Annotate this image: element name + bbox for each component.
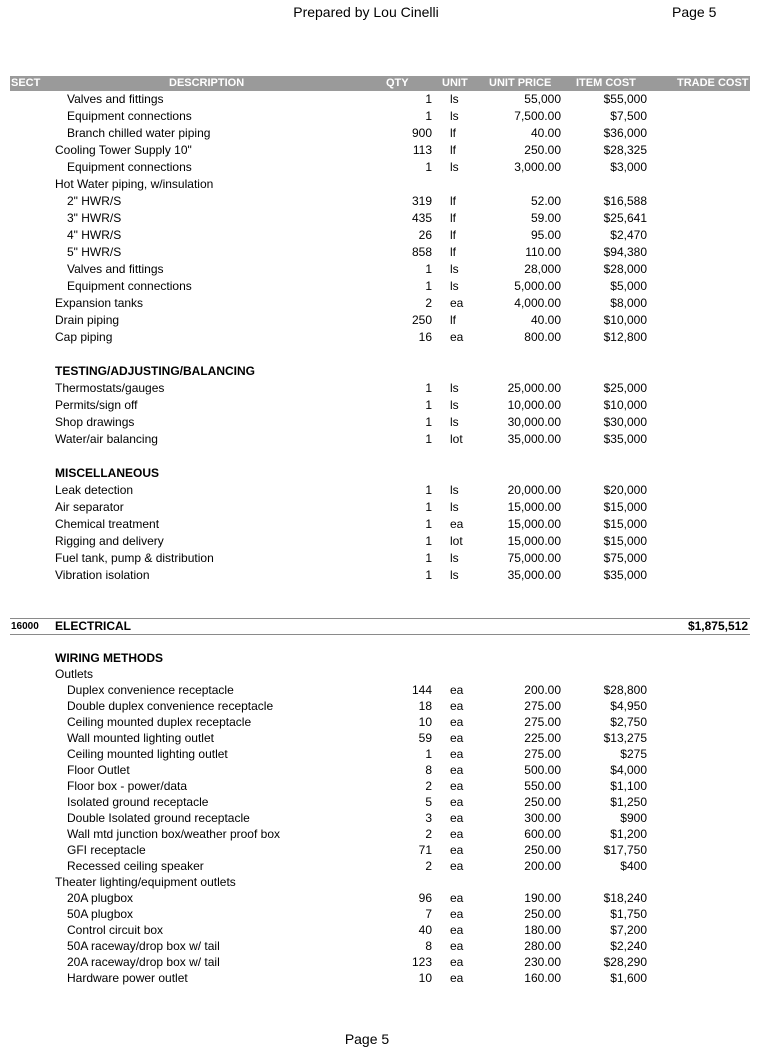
item-qty: 113 — [412, 143, 432, 157]
item-unit: ea — [450, 779, 464, 793]
item-cost: $7,500 — [610, 109, 647, 123]
item-qty: 59 — [418, 731, 432, 745]
item-unit-price: 15,000.00 — [507, 517, 561, 531]
item-qty: 8 — [425, 939, 432, 953]
item-qty: 858 — [411, 245, 432, 259]
item-description: Control circuit box — [67, 923, 164, 937]
item-cost: $8,000 — [610, 296, 647, 310]
item-description: Equipment connections — [67, 279, 192, 293]
item-unit: ls — [450, 109, 459, 123]
item-unit-price: 300.00 — [524, 811, 561, 825]
item-description: Rigging and delivery — [55, 534, 164, 548]
item-description: Permits/sign off — [55, 398, 138, 412]
item-qty: 8 — [425, 763, 432, 777]
item-description: Thermostats/gauges — [55, 381, 165, 395]
item-qty: 40 — [418, 923, 432, 937]
item-unit-price: 15,000.00 — [507, 534, 561, 548]
item-qty: 1 — [425, 398, 432, 412]
footer-page-number: Page 5 — [344, 1031, 390, 1047]
item-qty: 1 — [425, 747, 432, 761]
item-qty: 3 — [425, 811, 432, 825]
item-cost: $1,100 — [610, 779, 647, 793]
item-description: Cap piping — [55, 330, 113, 344]
electrical-section-row — [0, 618, 770, 635]
item-qty: 1 — [425, 262, 432, 276]
col-description: DESCRIPTION — [169, 77, 245, 89]
line-item-row — [0, 108, 770, 125]
item-cost: $28,325 — [603, 143, 647, 157]
item-cost: $18,240 — [603, 891, 647, 905]
item-description: 50A plugbox — [67, 907, 134, 921]
item-unit-price: 55,000 — [524, 92, 561, 106]
item-cost: $3,000 — [610, 160, 647, 174]
item-unit: ea — [450, 859, 464, 873]
line-item-row — [0, 482, 770, 499]
item-qty: 71 — [418, 843, 432, 857]
line-item-row — [0, 550, 770, 567]
item-description: Isolated ground receptacle — [67, 795, 209, 809]
item-cost: $17,750 — [603, 843, 647, 857]
section-title: ELECTRICAL — [55, 619, 131, 633]
item-description: Vibration isolation — [55, 568, 150, 582]
item-description: Leak detection — [55, 483, 134, 497]
item-cost: $275 — [620, 747, 647, 761]
col-qty: QTY — [386, 77, 409, 89]
item-cost: $25,000 — [603, 381, 647, 395]
item-description: Equipment connections — [67, 160, 192, 174]
item-cost: $5,000 — [610, 279, 647, 293]
item-description: Ceiling mounted lighting outlet — [67, 747, 228, 761]
line-item-row — [0, 842, 770, 859]
item-unit: ea — [450, 715, 464, 729]
col-trade-cost: TRADE COST — [677, 77, 749, 89]
item-qty: 2 — [425, 859, 432, 873]
item-unit: ea — [450, 517, 464, 531]
item-description: Ceiling mounted duplex receptacle — [67, 715, 252, 729]
item-qty: 2 — [425, 827, 432, 841]
item-description: Wall mounted lighting outlet — [67, 731, 214, 745]
item-unit-price: 15,000.00 — [507, 500, 561, 514]
item-cost: $7,200 — [610, 923, 647, 937]
item-unit-price: 600.00 — [524, 827, 561, 841]
item-description: Double Isolated ground receptacle — [67, 811, 250, 825]
item-unit: lot — [450, 534, 463, 548]
item-unit-price: 250.00 — [524, 143, 561, 157]
item-description: WIRING METHODS — [55, 651, 163, 665]
item-unit-price: 5,000.00 — [514, 279, 561, 293]
item-cost: $1,200 — [610, 827, 647, 841]
item-description: Water/air balancing — [55, 432, 158, 446]
line-item-row — [0, 397, 770, 414]
line-item-row — [0, 176, 770, 193]
item-qty: 2 — [425, 296, 432, 310]
item-cost: $15,000 — [603, 517, 647, 531]
item-unit-price: 95.00 — [530, 228, 561, 242]
item-unit-price: 75,000.00 — [507, 551, 561, 565]
item-qty: 1 — [425, 415, 432, 429]
item-unit-price: 275.00 — [524, 715, 561, 729]
item-unit-price: 160.00 — [524, 971, 561, 985]
item-cost: $1,250 — [610, 795, 647, 809]
col-sect: SECT — [11, 77, 41, 89]
line-item-row — [0, 431, 770, 448]
item-unit-price: 52.00 — [530, 194, 561, 208]
header-page-number: Page 5 — [672, 4, 717, 20]
item-qty: 10 — [418, 715, 432, 729]
item-description: 20A plugbox — [67, 891, 134, 905]
col-unit-price: UNIT PRICE — [489, 77, 552, 89]
item-unit-price: 4,000.00 — [514, 296, 561, 310]
item-unit: ea — [450, 683, 464, 697]
line-item-row — [0, 714, 770, 731]
section-code: 16000 — [11, 621, 39, 632]
item-cost: $2,470 — [610, 228, 647, 242]
item-description: Cooling Tower Supply 10" — [55, 143, 192, 157]
item-unit-price: 280.00 — [524, 939, 561, 953]
item-qty: 1 — [425, 432, 432, 446]
line-item-row — [0, 295, 770, 312]
item-unit-price: 230.00 — [524, 955, 561, 969]
item-description: Branch chilled water piping — [67, 126, 211, 140]
line-item-row — [0, 874, 770, 891]
item-unit: ea — [450, 330, 464, 344]
item-description: Drain piping — [55, 313, 120, 327]
item-unit-price: 200.00 — [524, 859, 561, 873]
item-unit: ea — [450, 763, 464, 777]
item-unit: lf — [450, 313, 456, 327]
item-unit: ls — [450, 483, 459, 497]
item-unit: ea — [450, 811, 464, 825]
item-qty: 1 — [425, 534, 432, 548]
line-item-row — [0, 210, 770, 227]
item-unit-price: 20,000.00 — [507, 483, 561, 497]
item-description: GFI receptacle — [67, 843, 146, 857]
line-item-row — [0, 890, 770, 907]
item-unit: ls — [450, 160, 459, 174]
item-description: TESTING/ADJUSTING/BALANCING — [55, 364, 256, 378]
item-unit: ea — [450, 827, 464, 841]
item-unit: lf — [450, 143, 456, 157]
item-description: 5" HWR/S — [67, 245, 122, 259]
line-item-row — [0, 666, 770, 683]
item-cost: $4,000 — [610, 763, 647, 777]
item-unit-price: 275.00 — [524, 699, 561, 713]
line-item-row — [0, 533, 770, 550]
item-description: 3" HWR/S — [67, 211, 122, 225]
item-unit: ls — [450, 398, 459, 412]
line-item-row — [0, 244, 770, 261]
item-unit: lf — [450, 245, 456, 259]
item-qty: 1 — [425, 483, 432, 497]
item-cost: $28,000 — [603, 262, 647, 276]
item-unit-price: 550.00 — [524, 779, 561, 793]
item-cost: $15,000 — [603, 500, 647, 514]
item-unit-price: 250.00 — [524, 795, 561, 809]
item-description: Chemical treatment — [55, 517, 160, 531]
item-unit-price: 40.00 — [530, 126, 561, 140]
line-item-row — [0, 414, 770, 431]
item-qty: 7 — [425, 907, 432, 921]
line-item-row — [0, 278, 770, 295]
line-item-row — [0, 922, 770, 939]
item-qty: 319 — [411, 194, 432, 208]
item-unit-price: 7,500.00 — [514, 109, 561, 123]
item-cost: $35,000 — [603, 568, 647, 582]
item-unit: lf — [450, 211, 456, 225]
item-cost: $16,588 — [603, 194, 647, 208]
line-item-row — [0, 746, 770, 763]
item-description: Outlets — [55, 667, 94, 681]
item-qty: 1 — [425, 109, 432, 123]
line-item-row — [0, 794, 770, 811]
line-item-row — [0, 516, 770, 533]
item-unit-price: 30,000.00 — [507, 415, 561, 429]
item-unit: ea — [450, 731, 464, 745]
item-description: Duplex convenience receptacle — [67, 683, 234, 697]
item-unit: ea — [450, 296, 464, 310]
line-item-row — [0, 810, 770, 827]
item-description: Valves and fittings — [67, 92, 164, 106]
line-item-row — [0, 261, 770, 278]
line-item-row — [0, 193, 770, 210]
item-cost: $1,600 — [610, 971, 647, 985]
col-unit: UNIT — [442, 77, 468, 89]
item-cost: $15,000 — [603, 534, 647, 548]
item-qty: 1 — [425, 568, 432, 582]
item-qty: 96 — [418, 891, 432, 905]
column-header-bar — [10, 76, 750, 91]
line-item-row — [0, 227, 770, 244]
item-cost: $28,290 — [603, 955, 647, 969]
item-cost: $10,000 — [603, 313, 647, 327]
line-item-row — [0, 329, 770, 346]
section-trade-cost: $1,875,512 — [687, 619, 748, 633]
item-description: 50A raceway/drop box w/ tail — [67, 939, 220, 953]
item-unit: ea — [450, 923, 464, 937]
item-description: Expansion tanks — [55, 296, 144, 310]
item-description: Equipment connections — [67, 109, 192, 123]
item-unit: ea — [450, 907, 464, 921]
item-unit: ls — [450, 568, 459, 582]
item-description: 20A raceway/drop box w/ tail — [67, 955, 220, 969]
item-unit: lf — [450, 126, 456, 140]
item-unit-price: 35,000.00 — [507, 432, 561, 446]
item-description: 4" HWR/S — [67, 228, 122, 242]
item-unit: ea — [450, 891, 464, 905]
line-item-row — [0, 159, 770, 176]
line-item-row — [0, 906, 770, 923]
item-qty: 123 — [411, 955, 432, 969]
item-description: Fuel tank, pump & distribution — [55, 551, 214, 565]
item-unit-price: 110.00 — [525, 245, 561, 259]
line-item-row — [0, 682, 770, 699]
item-cost: $13,275 — [603, 731, 647, 745]
line-item-row — [0, 970, 770, 987]
item-description: Floor box - power/data — [67, 779, 188, 793]
col-item-cost: ITEM COST — [576, 77, 636, 89]
item-unit-price: 3,000.00 — [514, 160, 561, 174]
item-unit: ea — [450, 843, 464, 857]
item-unit-price: 180.00 — [524, 923, 561, 937]
section-divider — [10, 634, 750, 635]
prepared-by: Prepared by Lou Cinelli — [293, 4, 439, 20]
item-unit-price: 28,000 — [524, 262, 561, 276]
line-item-row — [0, 778, 770, 795]
item-cost: $20,000 — [603, 483, 647, 497]
line-item-row — [0, 826, 770, 843]
item-cost: $55,000 — [603, 92, 647, 106]
line-item-row — [0, 938, 770, 955]
item-unit-price: 500.00 — [524, 763, 561, 777]
item-unit-price: 200.00 — [524, 683, 561, 697]
item-unit: ea — [450, 939, 464, 953]
item-unit-price: 250.00 — [524, 843, 561, 857]
item-qty: 1 — [425, 551, 432, 565]
item-unit: ea — [450, 971, 464, 985]
item-description: Recessed ceiling speaker — [67, 859, 204, 873]
item-unit-price: 190.00 — [524, 891, 561, 905]
item-description: MISCELLANEOUS — [55, 466, 160, 480]
line-item-row — [0, 954, 770, 971]
line-item-row — [0, 698, 770, 715]
item-qty: 10 — [418, 971, 432, 985]
item-qty: 5 — [425, 795, 432, 809]
item-qty: 250 — [411, 313, 432, 327]
line-item-row — [0, 730, 770, 747]
item-unit-price: 40.00 — [530, 313, 561, 327]
item-cost: $10,000 — [603, 398, 647, 412]
item-qty: 18 — [418, 699, 432, 713]
item-unit: ls — [450, 551, 459, 565]
item-cost: $25,641 — [603, 211, 647, 225]
line-item-row — [0, 762, 770, 779]
item-unit: ls — [450, 279, 459, 293]
item-cost: $400 — [620, 859, 647, 873]
item-qty: 1 — [425, 92, 432, 106]
item-cost: $2,240 — [610, 939, 647, 953]
item-description: Hot Water piping, w/insulation — [55, 177, 214, 191]
item-unit-price: 35,000.00 — [507, 568, 561, 582]
item-description: Double duplex convenience receptacle — [67, 699, 274, 713]
item-unit: ls — [450, 262, 459, 276]
item-unit-price: 225.00 — [524, 731, 561, 745]
item-qty: 900 — [411, 126, 432, 140]
section-heading-row — [0, 363, 770, 380]
line-item-row — [0, 312, 770, 329]
item-qty: 1 — [425, 517, 432, 531]
item-cost: $12,800 — [603, 330, 647, 344]
line-item-row — [0, 858, 770, 875]
item-unit: ea — [450, 747, 464, 761]
item-unit: ls — [450, 381, 459, 395]
item-qty: 26 — [418, 228, 432, 242]
item-unit-price: 59.00 — [530, 211, 561, 225]
item-description: 2" HWR/S — [67, 194, 122, 208]
item-cost: $75,000 — [603, 551, 647, 565]
item-cost: $94,380 — [603, 245, 647, 259]
item-qty: 1 — [425, 160, 432, 174]
item-unit: lf — [450, 194, 456, 208]
item-unit-price: 275.00 — [524, 747, 561, 761]
line-item-row — [0, 380, 770, 397]
item-qty: 1 — [425, 279, 432, 293]
line-item-row — [0, 567, 770, 584]
item-cost: $1,750 — [610, 907, 647, 921]
item-qty: 435 — [411, 211, 432, 225]
item-unit: ea — [450, 795, 464, 809]
item-cost: $35,000 — [603, 432, 647, 446]
item-qty: 1 — [425, 500, 432, 514]
item-description: Floor Outlet — [67, 763, 130, 777]
item-description: Wall mtd junction box/weather proof box — [67, 827, 280, 841]
section-heading-row — [0, 650, 770, 667]
item-unit-price: 10,000.00 — [507, 398, 561, 412]
item-description: Shop drawings — [55, 415, 135, 429]
item-qty: 2 — [425, 779, 432, 793]
item-unit: lf — [450, 228, 456, 242]
item-unit: ea — [450, 699, 464, 713]
item-cost: $900 — [620, 811, 647, 825]
item-qty: 144 — [411, 683, 432, 697]
line-item-row — [0, 499, 770, 516]
item-unit: ls — [450, 415, 459, 429]
item-unit: ls — [450, 500, 459, 514]
item-qty: 16 — [418, 330, 432, 344]
item-qty: 1 — [425, 381, 432, 395]
item-unit: ea — [450, 955, 464, 969]
item-cost: $2,750 — [610, 715, 647, 729]
item-cost: $28,800 — [603, 683, 647, 697]
item-description: Theater lighting/equipment outlets — [55, 875, 236, 889]
item-cost: $30,000 — [603, 415, 647, 429]
line-item-row — [0, 91, 770, 108]
item-cost: $4,950 — [610, 699, 647, 713]
item-description: Valves and fittings — [67, 262, 164, 276]
item-cost: $36,000 — [603, 126, 647, 140]
item-unit-price: 25,000.00 — [507, 381, 561, 395]
item-unit: lot — [450, 432, 463, 446]
item-unit-price: 800.00 — [524, 330, 561, 344]
line-item-row — [0, 125, 770, 142]
item-unit-price: 250.00 — [524, 907, 561, 921]
line-item-row — [0, 142, 770, 159]
item-unit: ls — [450, 92, 459, 106]
section-heading-row — [0, 465, 770, 482]
item-description: Hardware power outlet — [67, 971, 188, 985]
item-description: Air separator — [55, 500, 124, 514]
